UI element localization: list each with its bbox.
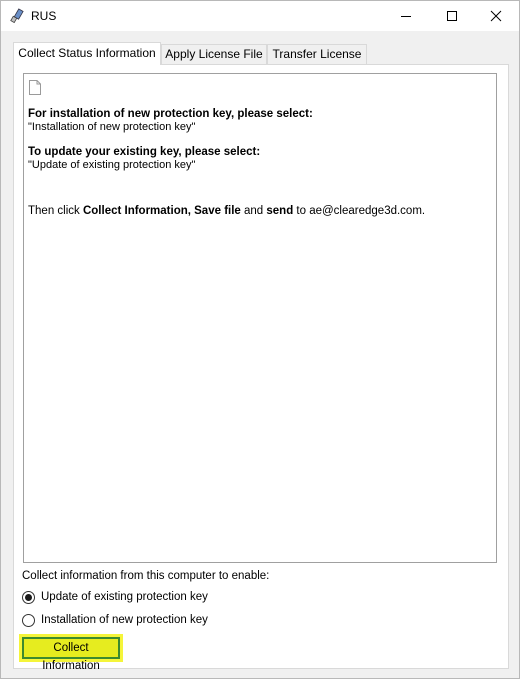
document-icon [29, 80, 41, 95]
maximize-button[interactable] [429, 1, 475, 31]
info-content [28, 108, 488, 218]
maximize-icon [446, 10, 458, 22]
then-suffix: to ae@clearedge3d.com. [293, 205, 426, 217]
collect-information-button[interactable]: Collect Information [22, 637, 120, 659]
window-title: RUS [31, 9, 57, 23]
then-prefix: Then click [28, 205, 83, 217]
then-action-send: send [266, 205, 294, 217]
radio-label: Installation of new protection key [41, 614, 208, 626]
close-button[interactable] [473, 1, 519, 31]
radio-install-new-key[interactable] [22, 612, 208, 628]
minimize-button[interactable] [383, 1, 429, 31]
radio-update-existing-key[interactable] [22, 589, 208, 605]
tab-apply-license-file[interactable]: Apply License File [161, 44, 267, 64]
info-textbox[interactable] [23, 73, 497, 563]
new-key-option-text: "Installation of new protection key" [28, 121, 196, 133]
then-mid: and [240, 205, 267, 217]
options-label: Collect information from this computer to enable: [22, 570, 270, 582]
radio-label: Update of existing protection key [41, 591, 208, 603]
tab-collect-status-information[interactable]: Collect Status Information [13, 42, 161, 65]
close-icon [490, 10, 502, 22]
tab-transfer-license[interactable]: Transfer License [267, 44, 367, 64]
update-option-text: "Update of existing protection key" [28, 159, 196, 171]
update-heading: To update your existing key, please select: [28, 146, 261, 158]
title-bar[interactable] [1, 1, 519, 31]
tab-panel [13, 64, 509, 672]
new-key-heading: For installation of new protection key, please select: [28, 108, 313, 120]
radio-button[interactable] [22, 614, 35, 627]
radio-button-checked[interactable] [22, 591, 35, 604]
instructions-line [28, 205, 488, 218]
then-action-collect: Collect Information, Save file [82, 205, 241, 217]
app-icon [9, 8, 25, 24]
minimize-icon [400, 10, 412, 22]
